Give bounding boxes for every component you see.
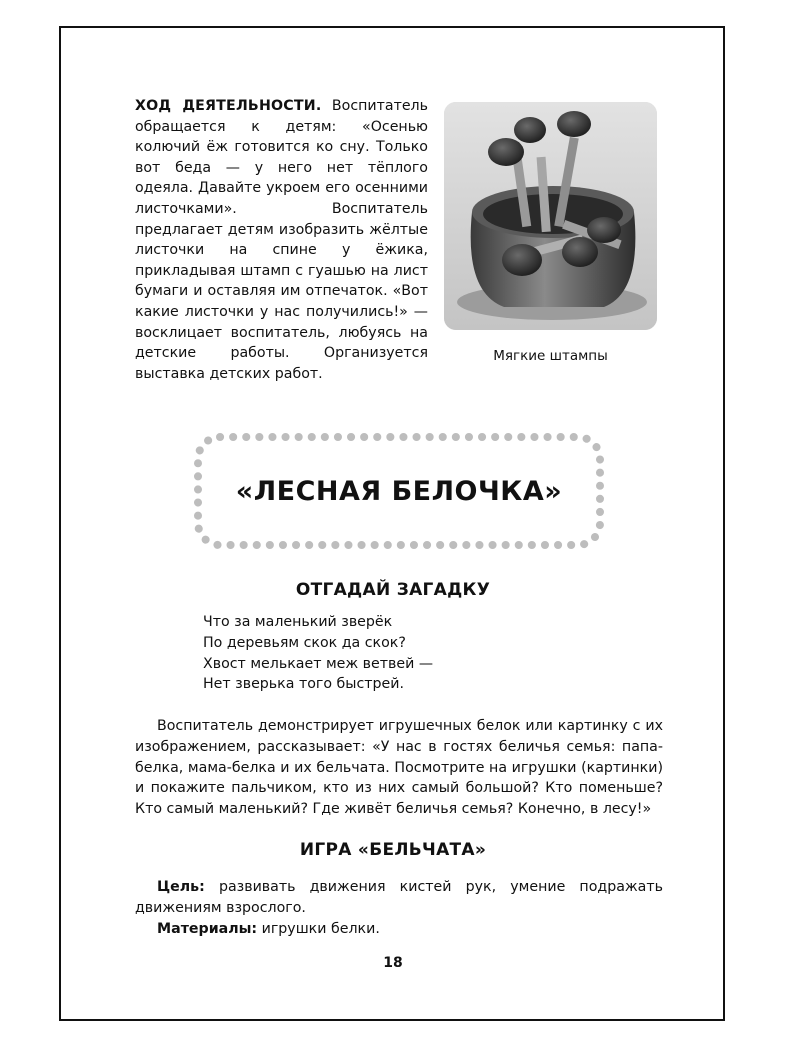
intro-text: Воспитатель обращается к детям: «Осенью колючий ёж готовится ко сну. Только вот беда — у него нет тёплого одеяла. Давайте укроем его осенними листочками». Воспитатель предлагает детям изобразить жёлтые листочки на спине у ёжика, прикладывая штамп с гуашью на лист бумаги и оставляя им отпечаток. «Вот какие листочки у нас получились!» — восклицает воспитатель, любуясь на детские работы. Организуется выставка детских работ. <box>135 98 428 382</box>
riddle-line: По деревьям скок да скок? <box>203 634 406 651</box>
section-title-box <box>188 427 610 555</box>
activity-lead: ХОД ДЕЯТЕЛЬНОСТИ. <box>135 98 322 114</box>
materials-label: Материалы: <box>157 920 258 937</box>
game-heading: ИГРА «БЕЛЬЧАТА» <box>299 840 487 860</box>
stamps-photo <box>444 102 657 330</box>
body-text: Воспитатель демонстрирует игрушечных белок или картинку с их изображением, рассказывает: «У нас в гостях беличья семья: папа-белка, мама-белка и их бельчата. Посмотрите на игрушки (картинки) и покажите пальчиком, кто из них самый большой? Кто поменьше? Кто самый маленький? Где живёт беличья семья? Конечно, в лесу!» <box>135 718 663 818</box>
riddle-heading: ОТГАДАЙ ЗАГАДКУ <box>295 580 491 600</box>
body-paragraph <box>135 716 663 820</box>
page-number: 18 <box>383 955 403 971</box>
intro-paragraph <box>135 96 428 384</box>
riddle-line: Хвост мелькает меж ветвей — <box>203 655 434 672</box>
riddle-line: Что за маленький зверёк <box>203 614 393 630</box>
goal-text: развивать движения кистей рук, умение подражать движениям взрослого. <box>135 879 663 916</box>
goal-label: Цель: <box>157 879 205 895</box>
riddle-line: Нет зверька того быстрей. <box>203 676 405 693</box>
section-title: «ЛЕСНАЯ БЕЛОЧКА» <box>235 475 563 507</box>
stamps-in-pot-illustration <box>444 102 657 330</box>
photo-caption: Мягкие штампы <box>493 348 608 364</box>
game-details <box>135 877 663 939</box>
riddle-poem <box>203 612 433 695</box>
materials-text: игрушки белки. <box>257 920 380 937</box>
